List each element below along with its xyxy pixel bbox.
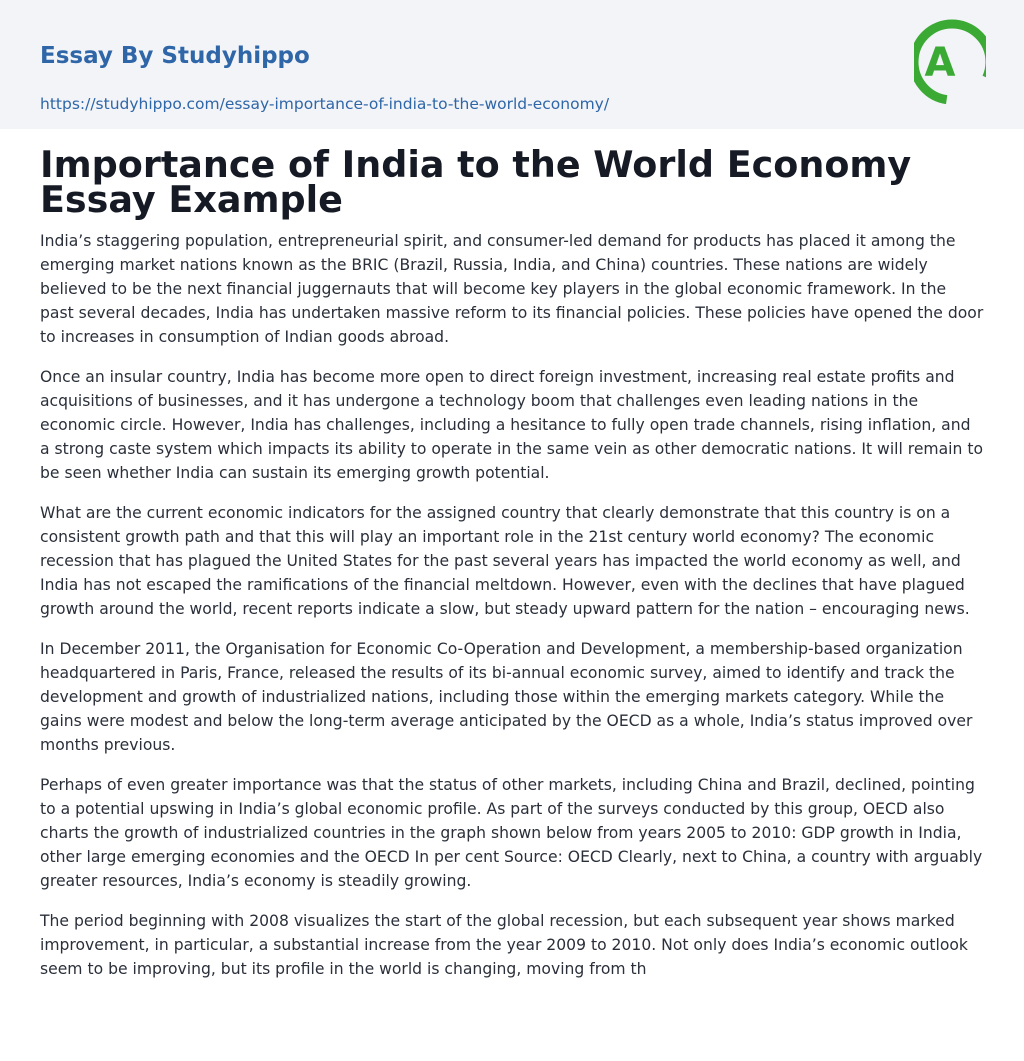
logo-letter: A (924, 40, 956, 86)
studyhippo-logo-icon[interactable] (914, 18, 986, 106)
article-title: Importance of India to the World Economy Essay Example (40, 143, 912, 221)
site-header (0, 0, 1024, 129)
site-title[interactable]: Essay By Studyhippo (40, 43, 310, 69)
source-url-link[interactable]: https://studyhippo.com/essay-importance-of-india-to-the-world-economy/ (40, 95, 610, 113)
article (0, 129, 1024, 981)
article-paragraph: What are the current economic indicators for the assigned country that clearly demonstrate that this country is on a consistent growth path and that this will play an important role in the 21st century world economy? The economic recession that has plagued the United States for the past several years has impacted the world economy as well, and India has not escaped the ramifications of the financial meltdown. However, even with the declines that have plagued growth around the world, recent reports indicate a slow, but steady upward pattern for the nation – encouraging news. (40, 504, 970, 618)
article-paragraph: India’s staggering population, entrepreneurial spirit, and consumer-led demand for products has placed it among the emerging market nations known as the BRIC (Brazil, Russia, India, and China) countries. These nations are widely believed to be the next financial juggernauts that will become key players in the global economic framework. In the past several decades, India has undertaken massive reform to its financial policies. These policies have opened the door to increases in consumption of Indian goods abroad. (40, 232, 984, 346)
article-paragraph: Once an insular country, India has become more open to direct foreign investment, increasing real estate profits and acquisitions of businesses, and it has undergone a technology boom that challenges even leading nations in the economic circle. However, India has challenges, including a hesitance to fully open trade channels, rising inflation, and a strong caste system which impacts its ability to operate in the same vein as other democratic nations. It will remain to be seen whether India can sustain its emerging growth potential. (40, 368, 984, 482)
article-paragraph: In December 2011, the Organisation for Economic Co-Operation and Development, a membership-based organization headquartered in Paris, France, released the results of its bi-annual economic survey, aimed to identify and track the development and growth of industrialized nations, including those within the emerging markets category. While the gains were modest and below the long-term average anticipated by the OECD as a whole, India’s status improved over months previous. (40, 640, 973, 754)
article-paragraph: Perhaps of even greater importance was that the status of other markets, including China and Brazil, declined, pointing to a potential upswing in India’s global economic profile. As part of the surveys conducted by this group, OECD also charts the growth of industrialized countries in the graph shown below from years 2005 to 2010: GDP growth in India, other large emerging economies and the OECD In per cent Source: OECD Clearly, next to China, a country with arguably greater resources, India’s economy is steadily growing. (40, 776, 983, 890)
article-paragraph: The period beginning with 2008 visualizes the start of the global recession, but each subsequent year shows marked improvement, in particular, a substantial increase from the year 2009 to 2010. Not only does India’s economic outlook seem to be improving, but its profile in the world is changing, moving from th (40, 912, 968, 978)
